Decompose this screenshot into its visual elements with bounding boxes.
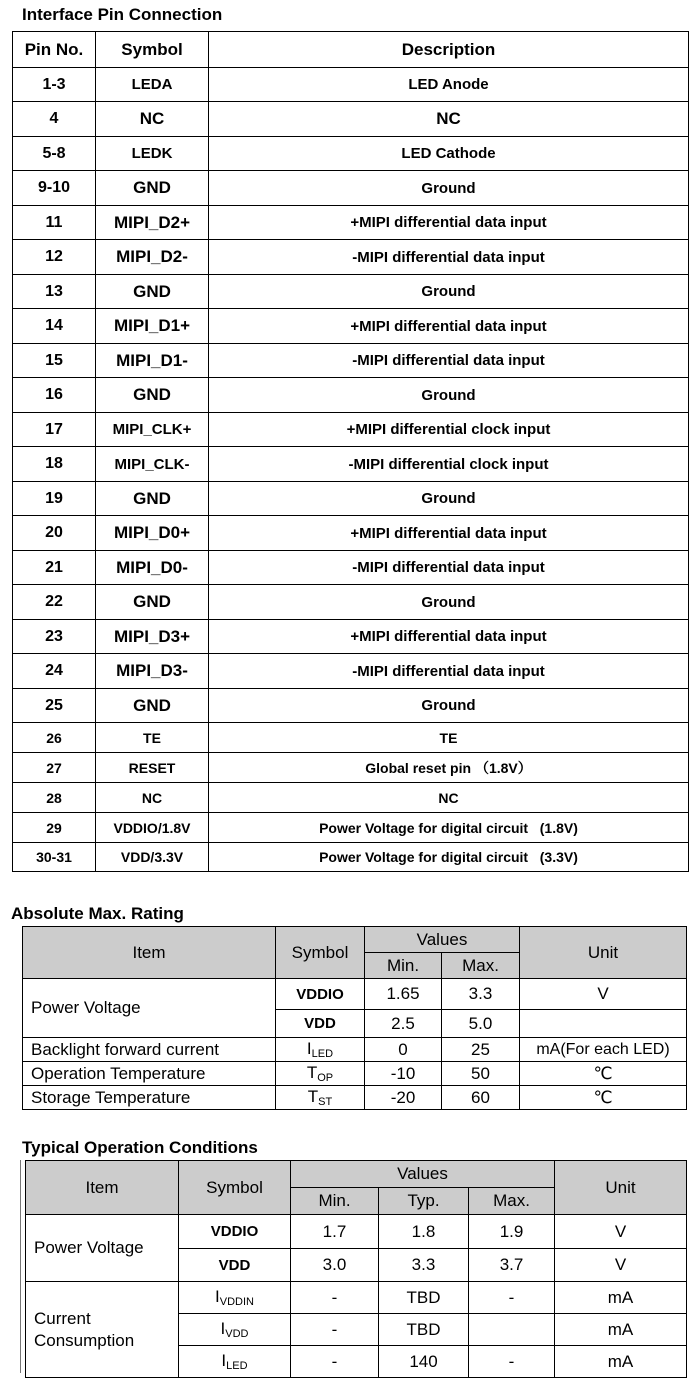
amr-vddio-max: 3.3 [442, 979, 520, 1010]
toc-vdd-symbol: VDD [179, 1249, 291, 1282]
amr-header-values: Values [365, 927, 520, 953]
pin-row [13, 813, 689, 843]
pin-number: 23 [13, 620, 96, 654]
toc-vdd-max: 3.7 [469, 1249, 555, 1282]
pin-number: 1-3 [13, 68, 96, 102]
toc-vddio-typ: 1.8 [379, 1215, 469, 1249]
pin-description: Ground [209, 378, 689, 413]
pin-row [13, 843, 689, 872]
pin-number: 25 [13, 689, 96, 723]
pin-number: 24 [13, 654, 96, 689]
toc-ivdd-max [469, 1314, 555, 1346]
pin-connection-table [12, 31, 689, 872]
pin-description: Ground [209, 585, 689, 620]
pin-description: Ground [209, 689, 689, 723]
pin-description: +MIPI differential data input [209, 206, 689, 240]
toc-row-vddio [26, 1215, 687, 1249]
pin-symbol: MIPI_D3+ [96, 620, 209, 654]
pin-row [13, 620, 689, 654]
toc-vdd-min: 3.0 [291, 1249, 379, 1282]
pin-symbol: MIPI_CLK- [96, 447, 209, 482]
toc-iled-max: - [469, 1346, 555, 1378]
toc-ivddin-max: - [469, 1282, 555, 1314]
pin-number: 19 [13, 482, 96, 516]
amr-power-voltage: Power Voltage [23, 979, 276, 1038]
amr-vdd-max: 5.0 [442, 1010, 520, 1038]
pin-row [13, 137, 689, 171]
pin-table-body [13, 68, 689, 872]
pin-row [13, 102, 689, 137]
pin-symbol: MIPI_CLK+ [96, 413, 209, 447]
amr-st-temp-max: 60 [442, 1086, 520, 1110]
pin-number: 11 [13, 206, 96, 240]
amr-st-temp-unit: ℃ [520, 1086, 687, 1110]
toc-header-typ: Typ. [379, 1188, 469, 1215]
pin-description: TE [209, 723, 689, 753]
pin-description: +MIPI differential clock input [209, 413, 689, 447]
amr-st-temp-item: Storage Temperature [23, 1086, 276, 1110]
amr-vdd-unit [520, 1010, 687, 1038]
pin-symbol: VDDIO/1.8V [96, 813, 209, 843]
amr-row-st-temp [23, 1086, 687, 1110]
toc-ivdd-min: - [291, 1314, 379, 1346]
header-description: Description [209, 32, 689, 68]
toc-vdd-typ: 3.3 [379, 1249, 469, 1282]
pin-row [13, 689, 689, 723]
pin-number: 16 [13, 378, 96, 413]
toc-iled-typ: 140 [379, 1346, 469, 1378]
toc-power-voltage: Power Voltage [26, 1215, 179, 1282]
toc-ivddin-min: - [291, 1282, 379, 1314]
amr-backlight-symbol: $I_{LED}$ [276, 1038, 365, 1062]
pin-symbol: LEDK [96, 137, 209, 171]
pin-number: 20 [13, 516, 96, 551]
pin-row [13, 654, 689, 689]
pin-description: Global reset pin （1.8V） [209, 753, 689, 783]
toc-header-unit: Unit [555, 1161, 687, 1215]
toc-ivddin-typ: TBD [379, 1282, 469, 1314]
toc-row-ivddin [26, 1282, 687, 1314]
pin-symbol: RESET [96, 753, 209, 783]
amr-op-temp-symbol: $T_{OP}$ [276, 1062, 365, 1086]
amr-vdd-min: 2.5 [365, 1010, 442, 1038]
pin-row [13, 206, 689, 240]
toc-iled-unit: mA [555, 1346, 687, 1378]
amr-vddio-unit: V [520, 979, 687, 1010]
pin-table-title: Interface Pin Connection [22, 5, 223, 24]
amr-vdd-symbol: VDD [276, 1010, 365, 1038]
pin-row [13, 723, 689, 753]
pin-number: 22 [13, 585, 96, 620]
pin-row [13, 413, 689, 447]
pin-row [13, 240, 689, 275]
pin-symbol: MIPI_D2- [96, 240, 209, 275]
pin-row [13, 275, 689, 309]
pin-symbol: MIPI_D1- [96, 344, 209, 378]
pin-row [13, 344, 689, 378]
toc-header-min: Min. [291, 1188, 379, 1215]
pin-number: 29 [13, 813, 96, 843]
pin-description: LED Anode [209, 68, 689, 102]
abs-max-table [22, 926, 687, 1110]
amr-row-op-temp [23, 1062, 687, 1086]
pin-symbol: TE [96, 723, 209, 753]
pin-table-header [13, 32, 689, 68]
pin-symbol: NC [96, 783, 209, 813]
pin-number: 13 [13, 275, 96, 309]
toc-vddio-unit: V [555, 1215, 687, 1249]
pin-symbol: GND [96, 171, 209, 206]
toc-iled-symbol: $I_{LED}$ [179, 1346, 291, 1378]
pin-description: Power Voltage for digital circuit (3.3V) [209, 843, 689, 872]
pin-description: -MIPI differential data input [209, 240, 689, 275]
amr-st-temp-symbol: $T_{ST}$ [276, 1086, 365, 1110]
toc-ivdd-typ: TBD [379, 1314, 469, 1346]
pin-number: 18 [13, 447, 96, 482]
pin-number: 30-31 [13, 843, 96, 872]
pin-symbol: GND [96, 378, 209, 413]
toc-ivddin-symbol: $I_{VDDIN}$ [179, 1282, 291, 1314]
amr-vddio-symbol: VDDIO [276, 979, 365, 1010]
amr-op-temp-min: -10 [365, 1062, 442, 1086]
pin-row [13, 482, 689, 516]
pin-row [13, 171, 689, 206]
header-symbol: Symbol [96, 32, 209, 68]
toc-header-item: Item [26, 1161, 179, 1215]
pin-symbol: GND [96, 482, 209, 516]
pin-symbol: MIPI_D0- [96, 551, 209, 585]
toc-ivddin-unit: mA [555, 1282, 687, 1314]
pin-description: LED Cathode [209, 137, 689, 171]
pin-description: -MIPI differential clock input [209, 447, 689, 482]
toc-header-symbol: Symbol [179, 1161, 291, 1215]
pin-symbol: GND [96, 585, 209, 620]
pin-symbol: VDD/3.3V [96, 843, 209, 872]
pin-number: 5-8 [13, 137, 96, 171]
pin-symbol: GND [96, 275, 209, 309]
amr-backlight-item: Backlight forward current [23, 1038, 276, 1062]
amr-header-symbol: Symbol [276, 927, 365, 979]
amr-op-temp-unit: ℃ [520, 1062, 687, 1086]
pin-description: -MIPI differential data input [209, 344, 689, 378]
pin-row [13, 378, 689, 413]
pin-number: 27 [13, 753, 96, 783]
pin-symbol: MIPI_D1+ [96, 309, 209, 344]
pin-row [13, 516, 689, 551]
toc-header-max: Max. [469, 1188, 555, 1215]
pin-symbol: GND [96, 689, 209, 723]
pin-row [13, 68, 689, 102]
abs-max-title: Absolute Max. Rating [11, 904, 184, 923]
toc-header-values: Values [291, 1161, 555, 1188]
pin-description: NC [209, 783, 689, 813]
pin-description: -MIPI differential data input [209, 551, 689, 585]
typ-op-frame-line [20, 1160, 21, 1373]
amr-header-max: Max. [442, 953, 520, 979]
toc-vdd-unit: V [555, 1249, 687, 1282]
pin-number: 9-10 [13, 171, 96, 206]
pin-row [13, 585, 689, 620]
typ-op-title: Typical Operation Conditions [22, 1138, 258, 1157]
pin-number: 17 [13, 413, 96, 447]
pin-description: +MIPI differential data input [209, 620, 689, 654]
pin-description: NC [209, 102, 689, 137]
pin-row [13, 783, 689, 813]
amr-vddio-min: 1.65 [365, 979, 442, 1010]
pin-row [13, 447, 689, 482]
pin-number: 4 [13, 102, 96, 137]
amr-row-backlight [23, 1038, 687, 1062]
pin-row [13, 753, 689, 783]
amr-header-min: Min. [365, 953, 442, 979]
pin-number: 21 [13, 551, 96, 585]
amr-backlight-min: 0 [365, 1038, 442, 1062]
amr-backlight-unit: mA(For each LED) [520, 1038, 687, 1062]
toc-iled-min: - [291, 1346, 379, 1378]
amr-st-temp-min: -20 [365, 1086, 442, 1110]
amr-header-item: Item [23, 927, 276, 979]
pin-symbol: MIPI_D2+ [96, 206, 209, 240]
toc-ivdd-unit: mA [555, 1314, 687, 1346]
pin-description: Ground [209, 482, 689, 516]
pin-description: -MIPI differential data input [209, 654, 689, 689]
pin-number: 12 [13, 240, 96, 275]
amr-row-vddio [23, 979, 687, 1010]
amr-op-temp-item: Operation Temperature [23, 1062, 276, 1086]
toc-vddio-max: 1.9 [469, 1215, 555, 1249]
pin-description: Power Voltage for digital circuit (1.8V) [209, 813, 689, 843]
pin-description: +MIPI differential data input [209, 516, 689, 551]
pin-row [13, 309, 689, 344]
pin-symbol: MIPI_D0+ [96, 516, 209, 551]
pin-number: 28 [13, 783, 96, 813]
pin-symbol: LEDA [96, 68, 209, 102]
toc-ivdd-symbol: $I_{VDD}$ [179, 1314, 291, 1346]
pin-symbol: NC [96, 102, 209, 137]
header-pin-no: Pin No. [13, 32, 96, 68]
pin-description: +MIPI differential data input [209, 309, 689, 344]
pin-description: Ground [209, 275, 689, 309]
pin-number: 14 [13, 309, 96, 344]
amr-header-unit: Unit [520, 927, 687, 979]
pin-description: Ground [209, 171, 689, 206]
pin-number: 15 [13, 344, 96, 378]
toc-vddio-symbol: VDDIO [179, 1215, 291, 1249]
amr-backlight-max: 25 [442, 1038, 520, 1062]
toc-vddio-min: 1.7 [291, 1215, 379, 1249]
pin-number: 26 [13, 723, 96, 753]
amr-op-temp-max: 50 [442, 1062, 520, 1086]
typ-op-table [25, 1160, 687, 1378]
pin-symbol: MIPI_D3- [96, 654, 209, 689]
pin-row [13, 551, 689, 585]
toc-current-consumption: Current Consumption [26, 1282, 179, 1378]
